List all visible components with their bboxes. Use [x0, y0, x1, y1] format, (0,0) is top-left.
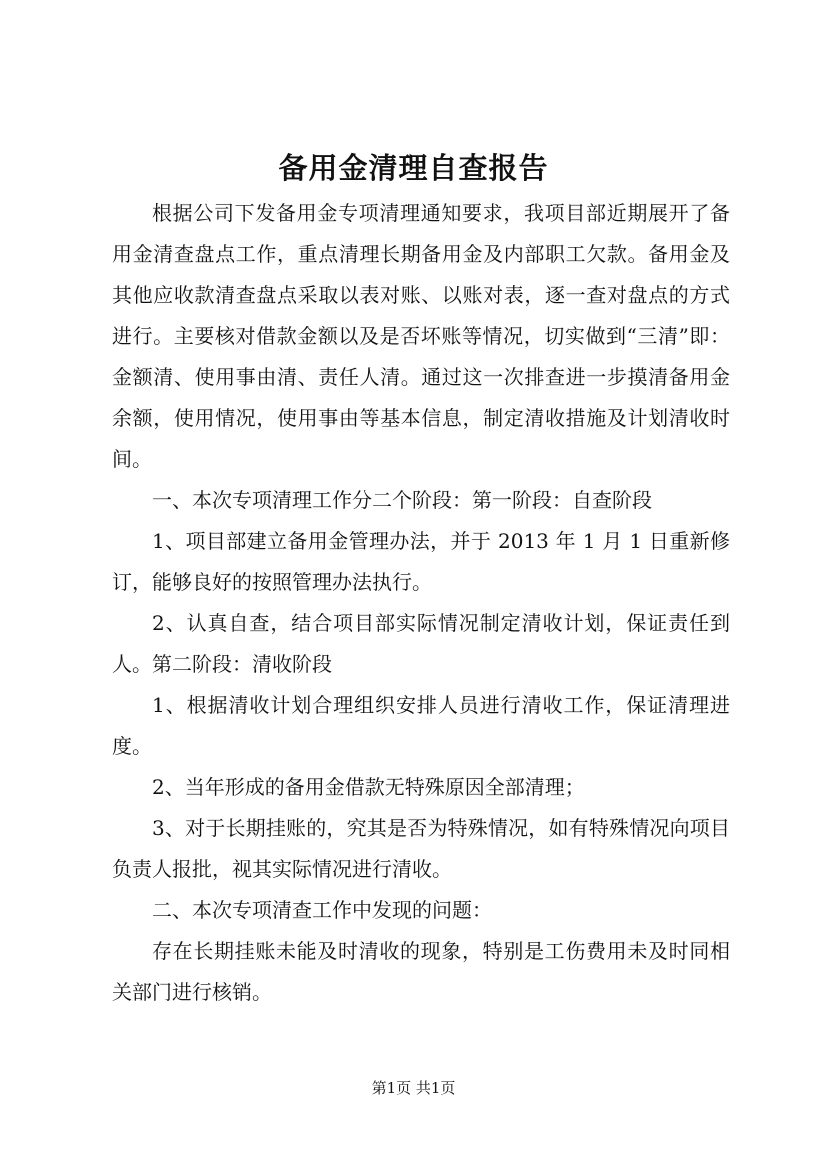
- paragraph-section-one-heading: 一、本次专项清理工作分二个阶段：第一阶段：自查阶段: [152, 488, 652, 512]
- paragraph-item-2: 2、认真自查，结合项目部实际情况制定清收计划，保证责任到人。第二阶段：清收阶段: [112, 611, 730, 676]
- document-body: [112, 193, 730, 1013]
- document-title: 备用金清理自查报告: [278, 151, 549, 185]
- paragraph-issues: 存在长期挂账未能及时清收的现象，特别是工伤费用未及时同相关部门进行核销。: [112, 939, 730, 1004]
- paragraph-item-1: 1、项目部建立备用金管理办法，并于 2013 年 1 月 1 日重新修订，能够良好的按照管理办法执行。: [112, 529, 730, 594]
- paragraph-section-two-heading: 二、本次专项清查工作中发现的问题：: [152, 898, 492, 922]
- paragraph-clearing-item-1: 1、根据清收计划合理组织安排人员进行清收工作，保证清理进度。: [112, 693, 730, 758]
- paragraph-clearing-item-3: 3、对于长期挂账的，究其是否为特殊情况，如有特殊情况向项目负责人报批，视其实际情况进行清收。: [112, 816, 730, 881]
- paragraph-clearing-item-2: 2、当年形成的备用金借款无特殊原因全部清理；: [152, 775, 585, 799]
- paragraph-intro: 根据公司下发备用金专项清理通知要求，我项目部近期展开了备用金清查盘点工作，重点清理长期备用金及内部职工欠款。备用金及其他应收款清查盘点采取以表对账、以账对表，逐一查对盘点的方式进行。主要核对借款金额以及是否坏账等情况，切实做到“三清”即：金额清、使用事由清、责任人清。通过这一次排查进一步摸清备用金余额，使用情况，使用事由等基本信息，制定清收措施及计划清收时间。: [112, 201, 730, 471]
- page-footer: 第1页 共1页: [371, 1079, 456, 1097]
